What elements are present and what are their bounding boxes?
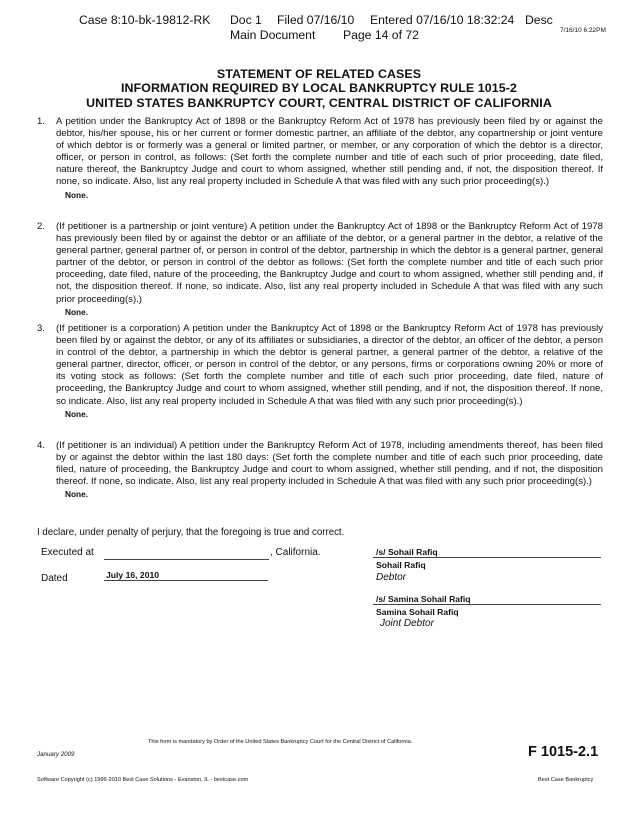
item-number: 3. (37, 323, 45, 334)
doc-number: Doc 1 (230, 13, 262, 27)
item-text: A petition under the Bankruptcy Act of 1898 or the Bankruptcy Reform Act of 1978 has previously been filed by or against the debtor, his/her spouse, his or her current or former domestic partner, an affiliate of the debtor, any copartnership or joint venture of which debtor is or formerly was a general or limited partner, or member, or any corporation of which the debtor is a director, officer, or person in control, as follows: (Set forth the complete number and title of each such of prior proceeding, date filed, nature thereof, the Bankruptcy Judge and court to whom assigned, whether still pending and, if not, the disposition thereof. If none, so indicate. Also, list any real property included in Schedule A that was filed with any such prior proceeding(s).) (56, 116, 603, 188)
signer-name-2: Samina Sohail Rafiq (376, 607, 459, 617)
declaration-text: I declare, under penalty of perjury, that the foregoing is true and correct. (37, 527, 345, 538)
signature-2-line (373, 604, 601, 605)
dated-field-line (104, 580, 268, 581)
item-answer: None. (65, 408, 89, 419)
form-date: January 2009 (37, 751, 75, 758)
form-number: F 1015-2.1 (528, 744, 599, 760)
related-case-item-1 (37, 116, 603, 201)
page-indicator: Page 14 of 72 (343, 28, 419, 42)
signature-2: /s/ Samina Sohail Rafiq (376, 594, 471, 604)
signer-role-1: Debtor (376, 572, 407, 583)
item-number: 4. (37, 440, 45, 451)
related-case-item-2 (37, 221, 603, 318)
dated-value: July 16, 2010 (106, 570, 160, 580)
california-label: , California. (270, 547, 321, 558)
item-answer: None. (65, 489, 89, 500)
signer-name-1: Sohail Rafiq (376, 560, 426, 570)
signer-role-2: Joint Debtor (380, 618, 434, 629)
main-document-label: Main Document (230, 28, 316, 42)
executed-at-field (104, 559, 269, 560)
title-line-3: UNITED STATES BANKRUPTCY COURT, CENTRAL DISTRICT OF CALIFORNIA (86, 96, 552, 110)
title-line-1: STATEMENT OF RELATED CASES (216, 67, 422, 81)
case-number: Case 8:10-bk-19812-RK (79, 13, 211, 27)
item-number: 1. (37, 116, 45, 127)
desc-label: Desc (525, 13, 553, 27)
item-answer: None. (65, 189, 89, 200)
item-text: (If petitioner is an individual) A petition under the Bankruptcy Reform Act of 1978, including amendments thereof, has been filed by or against the debtor within the last 180 days: (Set forth the complete number and title of each such prior proceeding, date filed, nature of proceeding, the Bankruptcy Judge and court to whom assigned, whether still pending, and if not, the disposition thereof. If none, so indicate. Also, list any real property included in Schedule A that was filed with any such prior proceeding(s).) (56, 440, 603, 488)
item-text: (If petitioner is a corporation) A petition under the Bankruptcy Act of 1898 or the Bankruptcy Reform Act of 1978 has previously been filed by or against the debtor, or any of its affiliates or subsidiaries, a director of the debtor, an officer of the debtor, a person in control of the debtor, a partnership in which the debtor is general partner, a general partner of the debtor, a relative of the general partner, director, officer, or person in control of the debtor, or any persons, firms or corporations owning 20% or more of its voting stock as follows: (Set forth the complete number and title of each such prior proceeding, date filed, nature of proceeding, the Bankruptcy Judge and court to whom assigned, whether still pending, and if not, the disposition thereof. If none, so indicate. Also, list any real property included in Schedule A that was filed with any such prior proceeding(s).) (56, 323, 603, 407)
item-answer: None. (65, 306, 89, 317)
item-text: (If petitioner is a partnership or joint venture) A petition under the Bankruptcy Act of 1898 or the Bankruptcy Reform Act of 1978 has previously been filed by or against the debtor or an affiliate of the debtor, or a general partner in the debtor, a relative of the general partner, general partner of, or person in control of the debtor, partnership in which the debtor is a general partner, general partner of the debtor, or person in control of the debtor as follows: (Set forth the complete number and title of each such prior proceeding, date filed, nature of the proceeding, the Bankruptcy Judge and court to whom assigned, whether still pending and, if not, the disposition thereof. If none, so indicate. Also, list any real property included in Schedule A that was filed with any such prior proceeding(s).) (56, 221, 603, 305)
signature-1-line (373, 557, 601, 558)
title-line-2: INFORMATION REQUIRED BY LOCAL BANKRUPTCY RULE 1015-2 (120, 81, 517, 95)
entered-date: Entered 07/16/10 18:32:24 (370, 13, 515, 27)
item-number: 2. (37, 221, 45, 232)
dated-label: Dated (41, 573, 68, 584)
signature-1: /s/ Sohail Rafiq (376, 547, 438, 557)
executed-at-label: Executed at (41, 547, 94, 558)
brand-name: Best Case Bankruptcy (538, 777, 594, 783)
filed-date: Filed 07/16/10 (277, 13, 355, 27)
software-copyright: Software Copyright (c) 1996-2010 Best Case Solutions - Evanston, IL - bestcase.com (37, 777, 249, 783)
mandatory-notice: This form is mandatory by Order of the United States Bankruptcy Court for the Central District of California. (148, 739, 413, 745)
timestamp: 7/16/10 6:22PM (560, 27, 606, 34)
related-case-item-3 (37, 323, 603, 420)
related-case-item-4 (37, 440, 603, 500)
